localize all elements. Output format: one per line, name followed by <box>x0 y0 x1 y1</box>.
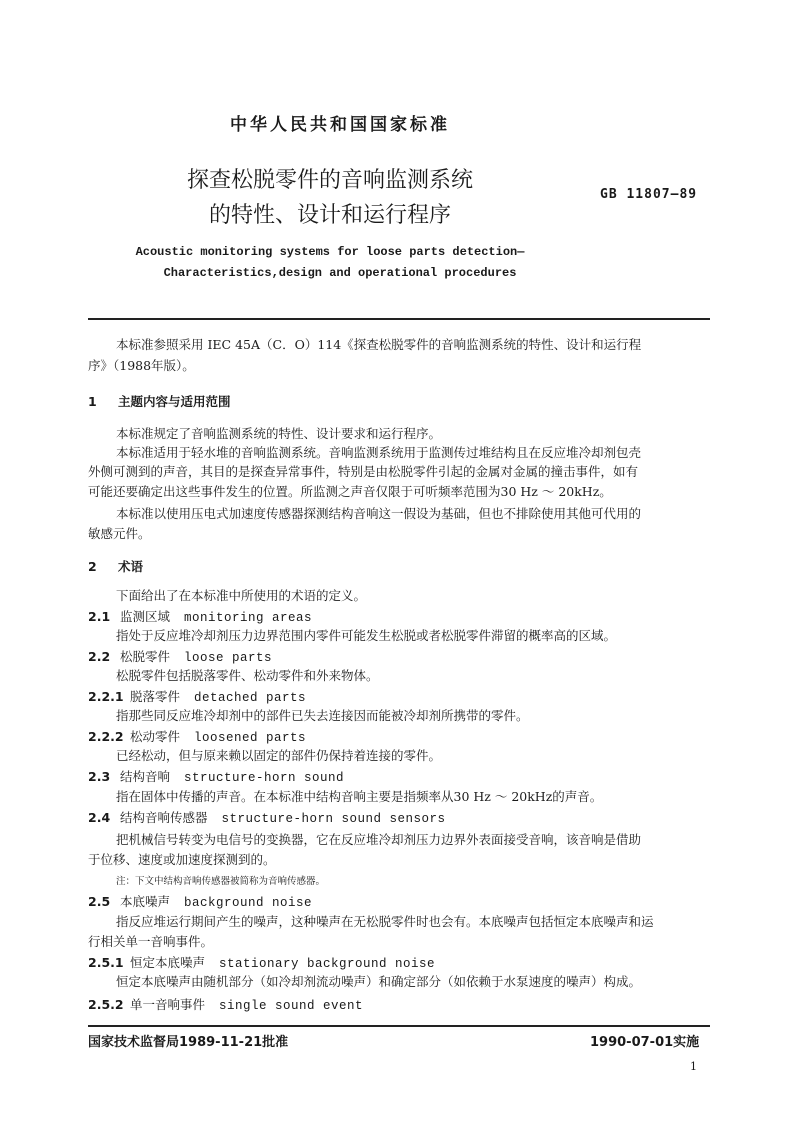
effective-date: 1990-07-01实施 <box>590 1035 700 1050</box>
section-1-heading <box>88 392 231 410</box>
term-2-4: 2.4 结构音响传感器 structure-horn sound sensors <box>88 810 446 826</box>
english-title-line-2: Characteristics,design and operational procedures <box>163 266 517 280</box>
section-number: 2 <box>88 559 97 574</box>
section-title: 主题内容与适用范围 <box>118 394 231 409</box>
term-definition: 已经松动，但与原来赖以固定的部件仍保持着连接的零件。 <box>116 748 442 763</box>
term-2-5-2: 2.5.2 单一音响事件 single sound event <box>88 997 364 1013</box>
national-standard-heading: 中华人民共和国国家标准 <box>230 115 450 135</box>
term-2-5: 2.5 本底噪声 background noise <box>88 894 313 910</box>
section-2-intro: 下面给出了在本标准中所使用的术语的定义。 <box>116 588 367 603</box>
term-definition: 指反应堆运行期间产生的噪声，这种噪声在无松脱零件时也会有。本底噪声包括恒定本底噪声和运 <box>116 914 654 929</box>
header-divider <box>88 318 710 320</box>
section-title: 术语 <box>118 559 144 574</box>
section-1-line: 可能还要确定出这些事件发生的位置。所监测之声音仅限于可听频率范围为30 Hz ～ 20kHz。 <box>88 484 612 499</box>
term-definition: 指在固体中传播的声音。在本标准中结构音响主要是指频率从30 Hz ～ 20kHz的声音。 <box>116 789 603 804</box>
section-1-line: 本标准适用于轻水堆的音响监测系统。音响监测系统用于监测传过堆结构且在反应堆冷却剂包壳 <box>116 445 642 460</box>
title-line-1: 探查松脱零件的音响监测系统 <box>186 168 473 193</box>
term-note: 注：下文中结构音响传感器被简称为音响传感器。 <box>116 876 326 887</box>
intro-line-2: 序》（1988年版）。 <box>88 358 195 373</box>
term-definition: 指处于反应堆冷却剂压力边界范围内零件可能发生松脱或者松脱零件滞留的概率高的区域。 <box>116 628 617 643</box>
term-2-2-1: 2.2.1 脱落零件 detached parts <box>88 689 307 705</box>
section-2-heading <box>88 557 143 575</box>
section-number: 1 <box>88 394 97 409</box>
footer-divider <box>88 1025 710 1027</box>
english-title-line-1: Acoustic monitoring systems for loose parts detection— <box>135 245 525 259</box>
approval-date: 国家技术监督局1989-11-21批准 <box>88 1035 289 1050</box>
page-number: 1 <box>690 1060 697 1073</box>
section-1-line: 敏感元件。 <box>88 526 151 541</box>
term-2-2: 2.2 松脱零件 loose parts <box>88 649 273 665</box>
section-1-line: 外侧可测到的声音，其目的是探查异常事件，特别是由松脱零件引起的金属对金属的撞击事件，如有 <box>88 464 639 479</box>
term-definition: 松脱零件包括脱落零件、松动零件和外来物体。 <box>116 668 379 683</box>
term-definition: 把机械信号转变为电信号的变换器，它在反应堆冷却剂压力边界外表面接受音响，该音响是借助 <box>116 832 642 847</box>
term-definition: 于位移、速度或加速度探测到的。 <box>88 852 276 867</box>
term-2-3: 2.3 结构音响 structure-horn sound <box>88 769 345 785</box>
intro-line-1: 本标准参照采用 IEC 45A（C．O）114《探查松脱零件的音响监测系统的特性、设计和运行程 <box>116 337 642 352</box>
term-definition: 恒定本底噪声由随机部分（如冷却剂流动噪声）和确定部分（如依赖于水泵速度的噪声）构成。 <box>116 974 642 989</box>
term-2-5-1: 2.5.1 恒定本底噪声 stationary background noise <box>88 955 436 971</box>
title-line-2: 的特性、设计和运行程序 <box>208 203 451 228</box>
term-2-2-2: 2.2.2 松动零件 loosened parts <box>88 729 307 745</box>
term-2-1: 2.1 监测区域 monitoring areas <box>88 609 313 625</box>
standard-code: GB 11807—89 <box>600 187 698 202</box>
term-definition: 指那些同反应堆冷却剂中的部件已失去连接因而能被冷却剂所携带的零件。 <box>116 708 529 723</box>
section-1-line: 本标准以使用压电式加速度传感器探测结构音响这一假设为基础，但也不排除使用其他可代用的 <box>116 506 642 521</box>
section-1-line: 本标准规定了音响监测系统的特性、设计要求和运行程序。 <box>116 426 442 441</box>
term-definition: 行相关单一音响事件。 <box>88 934 214 949</box>
